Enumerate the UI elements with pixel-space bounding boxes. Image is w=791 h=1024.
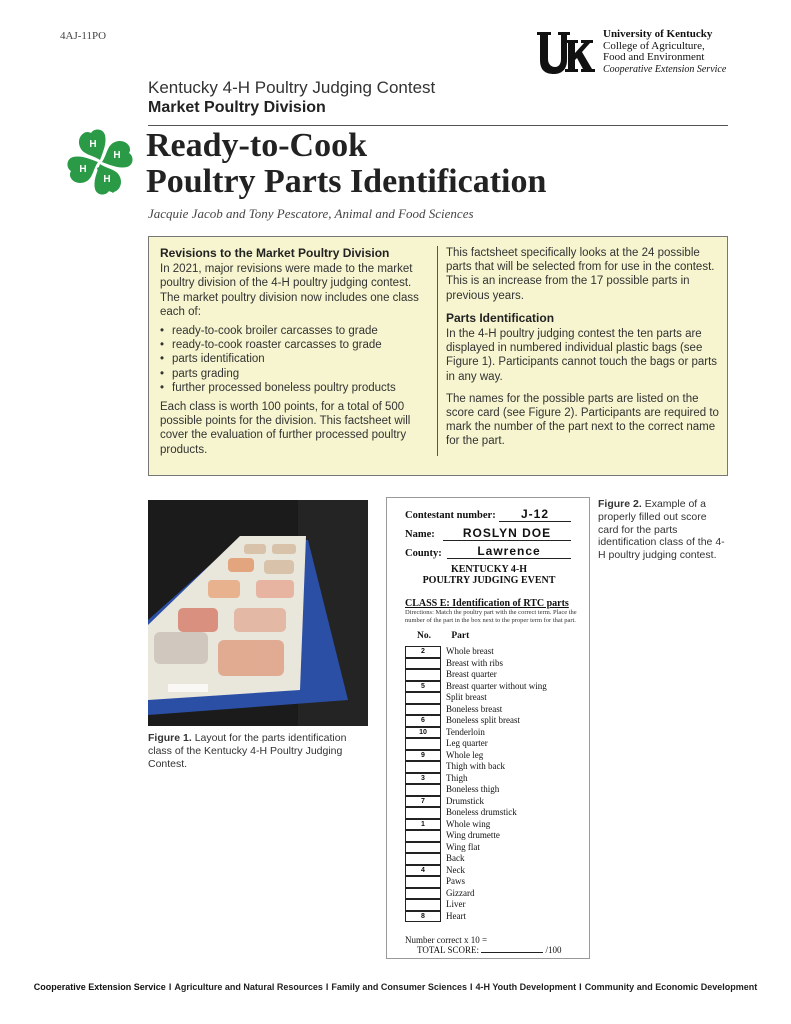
footer-separator: I <box>325 982 329 992</box>
part-number-box: 1 <box>405 819 441 831</box>
part-name: Thigh <box>446 772 468 783</box>
footer <box>0 982 791 992</box>
column-headers <box>417 631 487 641</box>
part-name: Breast quarter <box>446 669 497 679</box>
box-column-divider <box>437 246 438 456</box>
part-name: Wing drumette <box>446 830 500 840</box>
part-number-box <box>405 876 441 888</box>
university-name: University of Kentucky <box>603 28 713 40</box>
name-label: Name: <box>405 529 435 540</box>
figure2-label: Figure 2. <box>598 498 642 510</box>
footer-separator: I <box>579 982 582 992</box>
uk-affiliation <box>603 29 726 75</box>
part-name: Liver <box>446 899 466 909</box>
part-name: Heart <box>446 910 466 921</box>
part-number-box: 6 <box>405 715 441 727</box>
4h-clover-icon <box>63 125 137 199</box>
list-item: • parts identification <box>172 352 434 366</box>
contestant-label: Contestant number: <box>405 510 496 521</box>
total-score <box>417 945 562 955</box>
division-title: Market Poultry Division <box>148 99 326 116</box>
factsheet-paragraph: This factsheet specifically looks at the 24 possible parts that will be selected from for use in the contest. This is an increase from the 17 possible parts in previous years. <box>446 247 715 302</box>
summary-column-right <box>446 246 720 454</box>
part-number-box <box>405 669 441 681</box>
authors: Jacquie Jacob and Tony Pescatore, Animal and Food Sciences <box>148 206 474 221</box>
class-title: CLASS E: Identification of RTC parts <box>405 598 569 609</box>
part-number-box: 3 <box>405 773 441 785</box>
contestant-name: ROSLYN DOE <box>443 526 571 541</box>
score-card <box>386 497 590 959</box>
part-name: Tenderloin <box>446 726 485 737</box>
part-name: Boneless breast <box>446 703 503 714</box>
figure2-caption <box>598 498 728 562</box>
contestant-county: Lawrence <box>447 544 571 559</box>
part-number-box <box>405 761 441 773</box>
part-number-box <box>405 888 441 900</box>
revisions-paragraph: In 2021, major revisions were made to the market poultry division of the 4-H poultry judging contest. The market poultry division now includes one class each of: <box>160 263 419 318</box>
county-label: County: <box>405 548 442 559</box>
figure1-text: Layout for the parts identification class of the Kentucky 4-H Poultry Judging Contest. <box>148 732 347 770</box>
total-label: TOTAL SCORE: <box>417 945 480 955</box>
part-name: Wing flat <box>446 841 480 852</box>
svg-text:H: H <box>89 139 97 150</box>
part-name: Boneless split breast <box>446 715 520 725</box>
list-item: • further processed boneless poultry products <box>172 381 434 395</box>
event-line1: KENTUCKY 4-H <box>450 564 528 575</box>
part-name: Gizzard <box>446 887 475 898</box>
list-item: • ready-to-cook broiler carcasses to grade <box>172 324 434 338</box>
footer-item: Cooperative Extension Service <box>33 982 166 992</box>
part-number-box <box>405 658 441 670</box>
part-number-box <box>405 853 441 865</box>
part-number-box <box>405 692 441 704</box>
part-number-box: 2 <box>405 646 441 658</box>
part-number-box <box>405 784 441 796</box>
uk-logo <box>535 30 595 78</box>
class-list <box>160 324 434 395</box>
part-number-box: 4 <box>405 865 441 877</box>
part-name: Leg quarter <box>446 738 488 748</box>
part-number-box <box>405 830 441 842</box>
part-number-box <box>405 738 441 750</box>
part-number-box: 10 <box>405 727 441 739</box>
part-number-box <box>405 704 441 716</box>
event-line2: POULTRY JUDGING EVENT <box>422 575 556 586</box>
parts-display-paragraph: In the 4-H poultry judging contest the ten parts are displayed in numbered individual plastic bags (see Figure 1). Participants cannot touch the bags or parts in any way. <box>446 328 718 383</box>
revisions-heading: Revisions to the Market Poultry Division <box>160 246 390 260</box>
part-number-box: 7 <box>405 796 441 808</box>
part-name: Whole wing <box>446 818 491 829</box>
part-name: Drumstick <box>446 795 484 806</box>
footer-item: Community and Economic Development <box>584 982 758 992</box>
part-name: Whole leg <box>446 749 484 760</box>
part-number-box <box>405 807 441 819</box>
series-title: Kentucky 4-H Poultry Judging Contest <box>148 78 436 97</box>
part-name: Thigh with back <box>446 761 505 771</box>
part-number-box: 8 <box>405 911 441 923</box>
part-name: Whole breast <box>446 646 494 656</box>
column-part: Part <box>451 631 470 641</box>
part-number-box: 5 <box>405 681 441 693</box>
contestant-number: J-12 <box>499 507 571 522</box>
directions: Directions: Match the poultry part with the correct term. Place the number of the part in the box next to the proper term for that part. <box>405 609 577 624</box>
figure1-label: Figure 1. <box>148 732 192 744</box>
scorecard-paragraph: The names for the possible parts are listed on the score card (see Figure 2). Participants are required to mark the number of the part next to the correct name for the part. <box>446 392 719 448</box>
part-name: Boneless drumstick <box>446 807 517 817</box>
part-name: Split breast <box>446 692 487 702</box>
part-number-box <box>405 842 441 854</box>
header-rule <box>148 125 728 126</box>
part-name: Neck <box>446 864 465 875</box>
part-name: Back <box>446 853 465 863</box>
event-heading <box>387 564 591 586</box>
part-name: Breast with ribs <box>446 657 503 668</box>
page-title <box>146 128 546 200</box>
total-suffix: /100 <box>545 945 562 955</box>
figure2-text: Example of a properly filled out score card for the parts identification class of the 4-H poultry judging contest. <box>598 498 725 562</box>
parts-id-heading: Parts Identification <box>446 310 555 325</box>
footer-separator: I <box>168 982 172 992</box>
svg-text:H: H <box>79 164 87 175</box>
list-item: • parts grading <box>172 367 434 381</box>
title-line2: Poultry Parts Identification <box>146 163 547 200</box>
score-footer <box>405 935 562 955</box>
points-paragraph: Each class is worth 100 points, for a total of 500 possible points for the division. This factsheet will cover the evaluation of further processed poultry products. <box>160 401 411 456</box>
figure1-caption <box>148 732 368 770</box>
footer-separator: I <box>469 982 473 992</box>
summary-column-left <box>160 246 434 462</box>
footer-item: 4-H Youth Development <box>475 982 577 992</box>
parts-layout-photo <box>148 500 368 726</box>
column-no: No. <box>417 631 431 641</box>
college-line1: College of Agriculture, <box>603 39 705 52</box>
list-item: • ready-to-cook roaster carcasses to grade <box>172 338 434 352</box>
part-name: Boneless thigh <box>446 784 500 794</box>
svg-text:H: H <box>113 150 121 161</box>
footer-item: Family and Consumer Sciences <box>331 982 467 992</box>
college-line2: Food and Environment <box>603 51 705 63</box>
title-line1: Ready-to-Cook <box>146 127 367 164</box>
document-id: 4AJ-11PO <box>60 30 107 42</box>
footer-item: Agriculture and Natural Resources <box>174 982 323 992</box>
part-name: Breast quarter without wing <box>446 680 547 691</box>
number-correct: Number correct x 10 = <box>405 935 488 945</box>
part-number-box: 9 <box>405 750 441 762</box>
extension-service: Cooperative Extension Service <box>603 63 727 75</box>
part-number-box <box>405 899 441 911</box>
total-blank <box>481 952 543 953</box>
part-name: Paws <box>446 876 466 886</box>
svg-text:H: H <box>103 174 111 185</box>
